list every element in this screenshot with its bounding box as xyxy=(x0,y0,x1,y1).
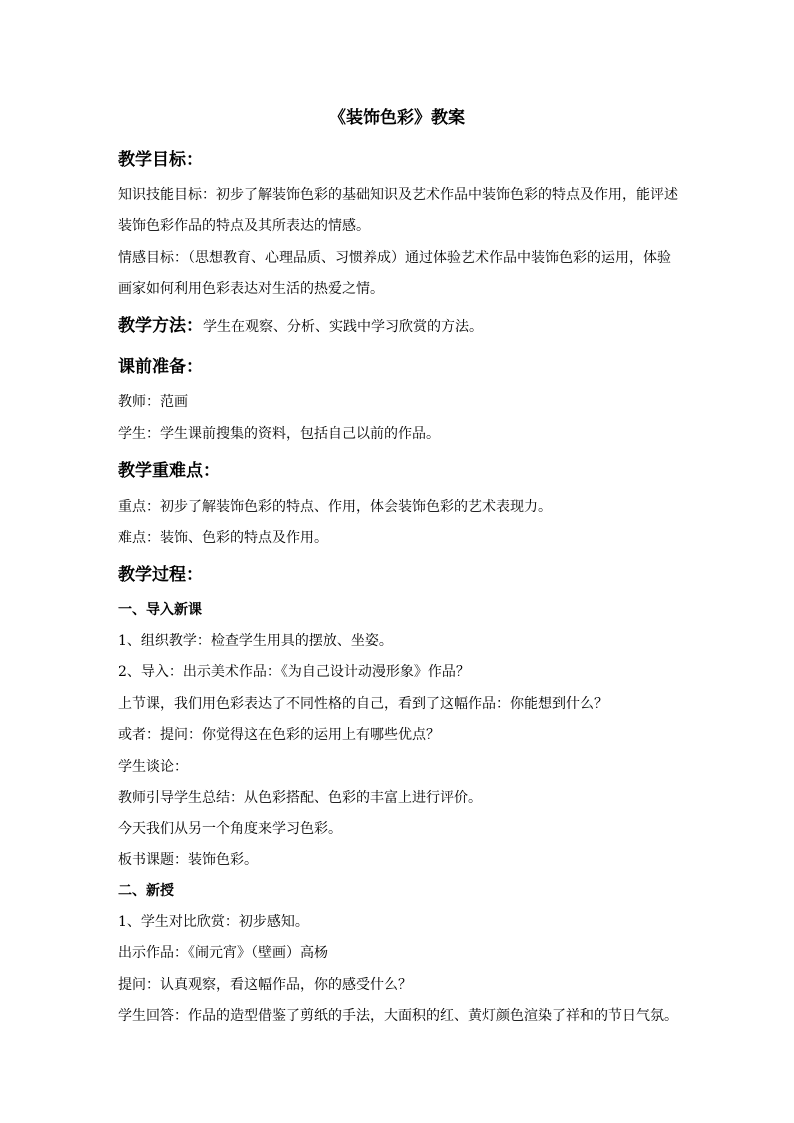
goals-heading: 教学目标： xyxy=(118,150,203,170)
goal-knowledge-line-1: 知识技能目标：初步了解装饰色彩的基础知识及艺术作品中装饰色彩的特点及作用，能评述 xyxy=(118,187,678,203)
part1-line-6: 教师引导学生总结：从色彩搭配、色彩的丰富上进行评价。 xyxy=(118,790,482,806)
part1-line-8: 板书课题：装饰色彩。 xyxy=(118,852,258,868)
part1-line-5: 学生谈论： xyxy=(118,759,188,775)
method-text: 学生在观察、分析、实践中学习欣赏的方法。 xyxy=(203,319,483,335)
part2-line-4: 学生回答：作品的造型借鉴了剪纸的手法，大面积的红、黄灯颜色渲染了祥和的节日气氛。 xyxy=(118,1008,678,1024)
part2-line-3: 提问：认真观察，看这幅作品，你的感受什么？ xyxy=(118,977,412,993)
prep-heading: 课前准备： xyxy=(118,357,203,377)
goal-emotion-line-1: 情感目标：（思想教育、心理品质、习惯养成）通过体验艺术作品中装饰色彩的运用，体验 xyxy=(118,250,671,266)
process-heading: 教学过程： xyxy=(118,565,203,585)
part1-line-3: 上节课，我们用色彩表达了不同性格的自己，看到了这幅作品：你能想到什么？ xyxy=(118,696,608,712)
method-row xyxy=(118,315,483,338)
goal-knowledge-line-2: 装饰色彩作品的特点及其所表达的情感。 xyxy=(118,218,370,234)
document-title: 《装饰色彩》教案 xyxy=(329,108,465,128)
part1-heading: 一、导入新课 xyxy=(118,602,202,618)
part1-line-7: 今天我们从另一个角度来学习色彩。 xyxy=(118,821,342,837)
part2-heading: 二、新授 xyxy=(118,883,174,899)
key-heading: 教学重难点： xyxy=(118,461,220,481)
part1-line-4: 或者：提问：你觉得这在色彩的运用上有哪些优点？ xyxy=(118,727,440,743)
goal-emotion-line-2: 画家如何利用色彩表达对生活的热爱之情。 xyxy=(118,281,384,297)
part2-line-2: 出示作品：《闹元宵》（壁画）高杨 xyxy=(118,945,328,961)
key-point: 重点：初步了解装饰色彩的特点、作用，体会装饰色彩的艺术表现力。 xyxy=(118,499,552,515)
part1-line-1: 1、组织教学：检查学生用具的摆放、坐姿。 xyxy=(118,633,393,649)
prep-student: 学生：学生课前搜集的资料，包括自己以前的作品。 xyxy=(118,426,440,442)
part1-line-2: 2、导入：出示美术作品：《为自己设计动漫形象》作品？ xyxy=(118,664,470,680)
part2-line-1: 1、学生对比欣赏：初步感知。 xyxy=(118,914,309,930)
method-heading: 教学方法： xyxy=(118,316,203,336)
difficult-point: 难点：装饰、色彩的特点及作用。 xyxy=(118,530,328,546)
prep-teacher: 教师：范画 xyxy=(118,394,188,410)
